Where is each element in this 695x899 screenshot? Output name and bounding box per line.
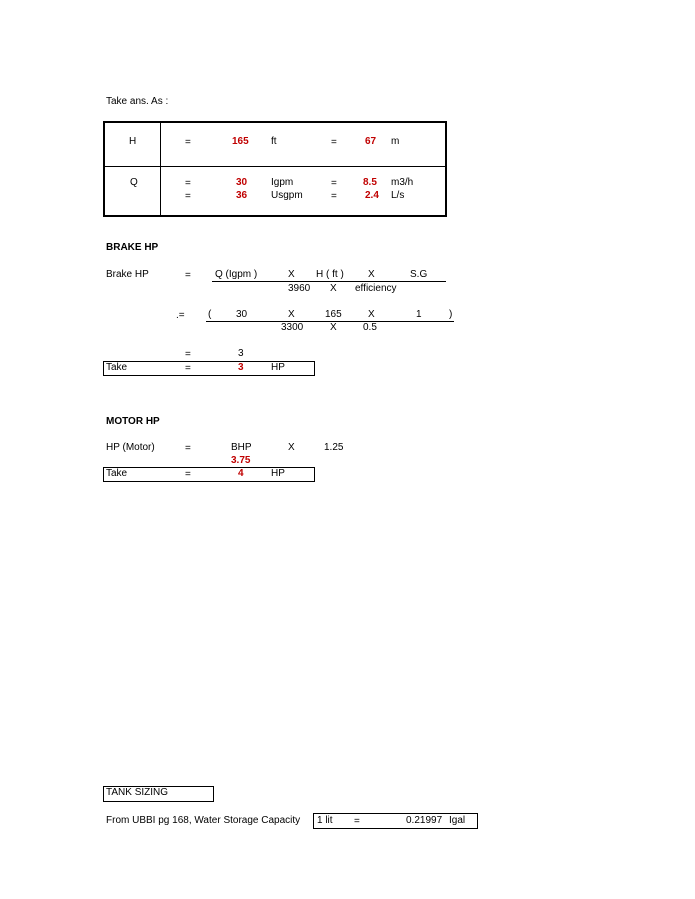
tank-conv-value: 0.21997 <box>406 815 443 826</box>
motor-hp-heading: MOTOR HP <box>106 416 160 427</box>
tank-conv-left: 1 lit <box>317 815 333 826</box>
brake-take-eq: = <box>185 363 191 374</box>
motor-hp-eq: = <box>185 443 191 454</box>
h-eq-2: = <box>331 137 337 148</box>
brake-num-q: Q (Igpm ) <box>215 269 258 280</box>
h-m-unit: m <box>391 136 400 147</box>
h-m-value: 67 <box>365 136 377 147</box>
calc-sg: 1 <box>416 309 422 320</box>
brake-fraction-line <box>212 281 446 282</box>
brake-den-x: X <box>330 283 337 294</box>
brake-take-value: 3 <box>238 362 244 373</box>
motor-bhp: BHP <box>231 442 252 453</box>
tank-source-text: From UBBI pg 168, Water Storage Capacity <box>106 815 301 826</box>
calc-open-paren: ( <box>208 309 212 320</box>
q-eq-4: = <box>331 191 337 202</box>
motor-factor: 1.25 <box>324 442 344 453</box>
brake-den-eff: efficiency <box>355 283 397 294</box>
tank-sizing-heading: TANK SIZING <box>106 787 169 798</box>
q-usgpm-value: 36 <box>236 190 248 201</box>
calc-den-eff: 0.5 <box>363 322 377 333</box>
intro-text: Take ans. As : <box>106 96 169 107</box>
brake-num-x2: X <box>368 269 375 280</box>
calc-den-x: X <box>330 322 337 333</box>
brake-hp-label: Brake HP <box>106 269 149 280</box>
q-m3h-unit: m3/h <box>391 177 414 188</box>
brake-den-const: 3960 <box>288 283 311 294</box>
brake-hp-heading: BRAKE HP <box>106 242 159 253</box>
calc-x1: X <box>288 309 295 320</box>
calc-den-const: 3300 <box>281 322 304 333</box>
brake-hp-eq: = <box>185 270 191 281</box>
q-usgpm-unit: Usgpm <box>271 190 303 201</box>
q-igpm-unit: Igpm <box>271 177 294 188</box>
brake-num-x1: X <box>288 269 295 280</box>
brake-take-unit: HP <box>271 362 285 373</box>
brake-take-label: Take <box>106 362 128 373</box>
brake-num-sg: S.G <box>410 269 428 280</box>
q-eq-3: = <box>185 191 191 202</box>
brake-result: 3 <box>238 348 244 359</box>
h-label: H <box>129 136 137 147</box>
calc-h: 165 <box>325 309 342 320</box>
table-divider-vertical <box>160 121 161 217</box>
q-eq-1: = <box>185 178 191 189</box>
tank-conv-unit: Igal <box>449 815 466 826</box>
q-label: Q <box>130 177 138 188</box>
brake-num-h: H ( ft ) <box>316 269 344 280</box>
motor-take-label: Take <box>106 468 128 479</box>
table-divider-horizontal <box>103 166 447 167</box>
calc-x2: X <box>368 309 375 320</box>
q-igpm-value: 30 <box>236 177 248 188</box>
motor-x: X <box>288 442 295 453</box>
motor-take-unit: HP <box>271 468 285 479</box>
calc-eq: .= <box>176 310 185 321</box>
calc-close-paren: ) <box>449 309 453 320</box>
q-ls-value: 2.4 <box>365 190 379 201</box>
h-ft-value: 165 <box>232 136 249 147</box>
motor-take-value: 4 <box>238 468 244 479</box>
motor-hp-label: HP (Motor) <box>106 442 155 453</box>
q-m3h-value: 8.5 <box>363 177 377 188</box>
brake-result-eq: = <box>185 349 191 360</box>
tank-conv-eq: = <box>354 816 360 827</box>
h-ft-unit: ft <box>271 136 277 147</box>
q-ls-unit: L/s <box>391 190 405 201</box>
calc-q: 30 <box>236 309 248 320</box>
motor-result: 3.75 <box>231 455 251 466</box>
h-eq: = <box>185 137 191 148</box>
motor-take-eq: = <box>185 469 191 480</box>
q-eq-2: = <box>331 178 337 189</box>
